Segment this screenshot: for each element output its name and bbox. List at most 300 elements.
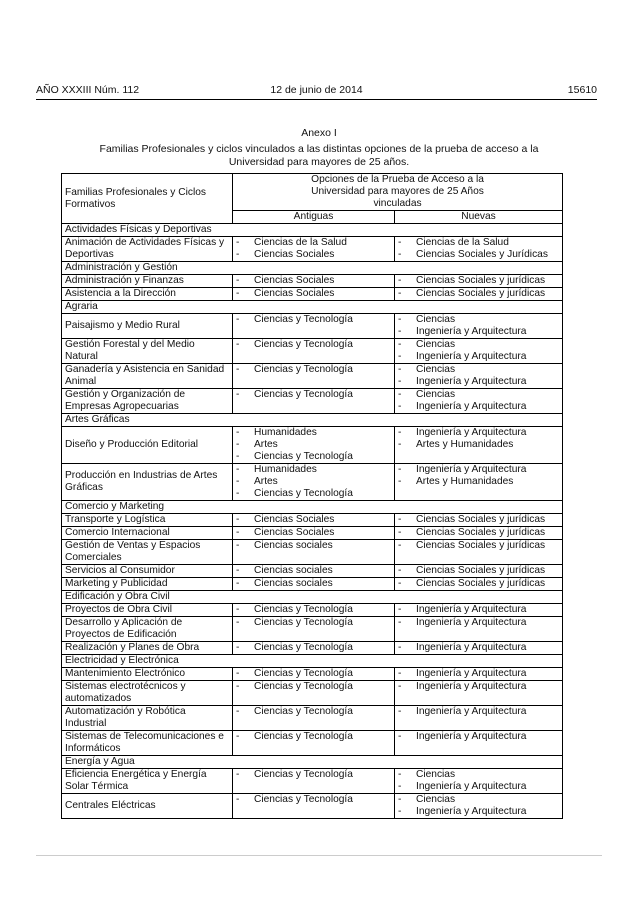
annex-title: Anexo I <box>301 127 337 139</box>
option-item <box>236 769 391 781</box>
cycle-name: Mantenimiento Electrónico <box>62 668 233 681</box>
option-label: Ciencias <box>416 339 456 350</box>
option-label: Ingeniería y Arquitectura <box>416 668 527 679</box>
option-item <box>398 439 559 451</box>
bullet-dash: - <box>236 364 240 375</box>
option-item <box>398 249 559 261</box>
family-category: Electricidad y Electrónica <box>62 655 563 668</box>
option-item <box>398 376 559 388</box>
table-row <box>62 617 563 642</box>
option-item <box>236 668 391 680</box>
option-item <box>398 794 559 806</box>
option-item <box>236 681 391 693</box>
bullet-dash: - <box>236 681 240 692</box>
option-item <box>236 527 391 539</box>
option-label: Ciencias y Tecnología <box>254 339 353 350</box>
option-label: Artes y Humanidades <box>416 476 514 487</box>
cycle-name: Asistencia a la Dirección <box>62 288 233 301</box>
new-options <box>395 389 563 414</box>
bullet-dash: - <box>236 488 240 499</box>
bullet-dash: - <box>398 617 402 628</box>
old-options <box>233 681 395 706</box>
option-item <box>236 275 391 287</box>
cycle-name: Transporte y Logística <box>62 514 233 527</box>
option-label: Ingeniería y Arquitectura <box>416 351 527 362</box>
option-item <box>398 427 559 439</box>
bullet-dash: - <box>398 642 402 653</box>
option-label: Ciencias sociales <box>254 540 333 551</box>
option-label: Ingeniería y Arquitectura <box>416 781 527 792</box>
cycle-name: Marketing y Publicidad <box>62 578 233 591</box>
new-options <box>395 288 563 301</box>
option-label: Ciencias Sociales <box>254 249 335 260</box>
table-row <box>62 731 563 756</box>
option-item <box>236 476 391 488</box>
option-item <box>398 527 559 539</box>
option-label: Ciencias Sociales y jurídicas <box>416 540 546 551</box>
option-label: Ciencias Sociales y jurídicas <box>416 275 546 286</box>
option-label: Ciencias sociales <box>254 565 333 576</box>
option-label: Artes <box>254 439 278 450</box>
new-options <box>395 540 563 565</box>
col-left-header: Familias Profesionales y Ciclos Formativos <box>62 174 233 224</box>
option-item <box>236 578 391 590</box>
cycle-name: Sistemas electrotécnicos y automatizados <box>62 681 233 706</box>
new-options <box>395 642 563 655</box>
option-label: Ciencias Sociales y Jurídicas <box>416 249 548 260</box>
family-category: Comercio y Marketing <box>62 501 563 514</box>
option-item <box>236 288 391 300</box>
option-label: Ciencias Sociales <box>254 527 335 538</box>
old-options <box>233 642 395 655</box>
new-options <box>395 314 563 339</box>
bullet-dash: - <box>398 275 402 286</box>
bullet-dash: - <box>236 288 240 299</box>
old-options <box>233 668 395 681</box>
bullet-dash: - <box>398 806 402 817</box>
bullet-dash: - <box>236 314 240 325</box>
option-label: Ciencias Sociales y jurídicas <box>416 527 546 538</box>
option-label: Ciencias y Tecnología <box>254 668 353 679</box>
table-row <box>62 427 563 464</box>
new-options <box>395 464 563 501</box>
family-category: Agraria <box>62 301 563 314</box>
option-label: Ingeniería y Arquitectura <box>416 681 527 692</box>
page-header <box>36 84 597 100</box>
bullet-dash: - <box>398 527 402 538</box>
option-item <box>236 451 391 463</box>
new-options <box>395 604 563 617</box>
cycle-name: Realización y Planes de Obra <box>62 642 233 655</box>
bullet-dash: - <box>398 389 402 400</box>
option-label: Ciencias y Tecnología <box>254 769 353 780</box>
option-label: Ciencias y Tecnología <box>254 731 353 742</box>
table-row <box>62 578 563 591</box>
old-options <box>233 389 395 414</box>
option-label: Ciencias Sociales y jurídicas <box>416 514 546 525</box>
option-item <box>236 389 391 401</box>
option-item <box>398 314 559 326</box>
category-row <box>62 224 563 237</box>
old-options <box>233 514 395 527</box>
option-item <box>398 781 559 793</box>
old-options <box>233 794 395 819</box>
option-item <box>398 642 559 654</box>
old-options <box>233 275 395 288</box>
table-row <box>62 464 563 501</box>
cycle-name: Ganadería y Asistencia en Sanidad Animal <box>62 364 233 389</box>
new-options <box>395 769 563 794</box>
new-options <box>395 668 563 681</box>
bullet-dash: - <box>236 668 240 679</box>
bullet-dash: - <box>398 540 402 551</box>
bullet-dash: - <box>398 578 402 589</box>
table-row <box>62 275 563 288</box>
option-label: Ciencias Sociales <box>254 275 335 286</box>
old-options <box>233 237 395 262</box>
cycle-name: Eficiencia Energética y Energía Solar Térmica <box>62 769 233 794</box>
option-label: Ingeniería y Arquitectura <box>416 806 527 817</box>
option-item <box>398 288 559 300</box>
option-label: Ciencias Sociales y jurídicas <box>416 578 546 589</box>
cycle-name: Producción en Industrias de Artes Gráficas <box>62 464 233 501</box>
option-label: Ciencias y Tecnología <box>254 488 353 499</box>
option-item <box>398 351 559 363</box>
bullet-dash: - <box>236 451 240 462</box>
bullet-dash: - <box>236 514 240 525</box>
table-row <box>62 364 563 389</box>
bullet-dash: - <box>236 339 240 350</box>
bullet-dash: - <box>236 540 240 551</box>
option-item <box>398 769 559 781</box>
option-item <box>236 565 391 577</box>
table-row <box>62 389 563 414</box>
family-category: Energía y Agua <box>62 756 563 769</box>
bullet-dash: - <box>398 237 402 248</box>
bullet-dash: - <box>398 249 402 260</box>
option-item <box>236 237 391 249</box>
bullet-dash: - <box>236 706 240 717</box>
option-item <box>236 794 391 806</box>
family-category: Actividades Físicas y Deportivas <box>62 224 563 237</box>
category-row <box>62 301 563 314</box>
old-options <box>233 288 395 301</box>
old-options <box>233 604 395 617</box>
table-row <box>62 527 563 540</box>
bullet-dash: - <box>236 427 240 438</box>
old-options <box>233 578 395 591</box>
option-label: Ciencias y Tecnología <box>254 389 353 400</box>
category-row <box>62 262 563 275</box>
option-label: Ciencias Sociales y jurídicas <box>416 288 546 299</box>
category-row <box>62 655 563 668</box>
option-label: Ciencias y Tecnología <box>254 314 353 325</box>
option-label: Ciencias Sociales <box>254 288 335 299</box>
table-row <box>62 604 563 617</box>
bullet-dash: - <box>398 514 402 525</box>
issue-number: AÑO XXXIII Núm. 112 <box>36 84 140 96</box>
cycle-name: Diseño y Producción Editorial <box>62 427 233 464</box>
table-row <box>62 540 563 565</box>
page-number: 15610 <box>567 84 597 96</box>
bullet-dash: - <box>398 706 402 717</box>
bullet-dash: - <box>398 326 402 337</box>
old-options <box>233 769 395 794</box>
new-options <box>395 339 563 364</box>
bullet-dash: - <box>398 668 402 679</box>
bullet-dash: - <box>398 565 402 576</box>
bullet-dash: - <box>398 769 402 780</box>
cycle-name: Comercio Internacional <box>62 527 233 540</box>
option-item <box>236 249 391 261</box>
option-label: Ingeniería y Arquitectura <box>416 604 527 615</box>
option-label: Ciencias y Tecnología <box>254 794 353 805</box>
option-label: Ingeniería y Arquitectura <box>416 731 527 742</box>
col-old-header: Antiguas <box>233 211 395 224</box>
table-row <box>62 668 563 681</box>
new-options <box>395 527 563 540</box>
bullet-dash: - <box>398 427 402 438</box>
option-label: Ciencias <box>416 389 456 400</box>
bullet-dash: - <box>236 389 240 400</box>
option-item <box>236 339 391 351</box>
bullet-dash: - <box>398 604 402 615</box>
table-row <box>62 794 563 819</box>
table-row <box>62 237 563 262</box>
cycle-name: Proyectos de Obra Civil <box>62 604 233 617</box>
option-item <box>236 314 391 326</box>
bullet-dash: - <box>236 464 240 475</box>
option-label: Humanidades <box>254 427 317 438</box>
option-item <box>398 514 559 526</box>
bullet-dash: - <box>236 249 240 260</box>
cycle-name: Administración y Finanzas <box>62 275 233 288</box>
new-options <box>395 706 563 731</box>
cycle-name: Gestión Forestal y del Medio Natural <box>62 339 233 364</box>
cycle-name: Centrales Eléctricas <box>62 794 233 819</box>
category-row <box>62 591 563 604</box>
bullet-dash: - <box>236 476 240 487</box>
option-label: Ingeniería y Arquitectura <box>416 706 527 717</box>
new-options <box>395 514 563 527</box>
option-label: Ciencias y Tecnología <box>254 364 353 375</box>
option-label: Ingeniería y Arquitectura <box>416 427 527 438</box>
cycle-name: Servicios al Consumidor <box>62 565 233 578</box>
cycle-name: Animación de Actividades Físicas y Deportivas <box>62 237 233 262</box>
option-item <box>398 806 559 818</box>
cycle-name: Automatización y Robótica Industrial <box>62 706 233 731</box>
option-item <box>236 439 391 451</box>
option-item <box>398 681 559 693</box>
option-label: Ingeniería y Arquitectura <box>416 642 527 653</box>
option-item <box>236 464 391 476</box>
option-label: Ciencias y Tecnología <box>254 706 353 717</box>
category-row <box>62 414 563 427</box>
old-options <box>233 540 395 565</box>
option-item <box>236 427 391 439</box>
document-subtitle: Familias Profesionales y ciclos vinculados a las distintas opciones de la prueba de acceso a la Universidad para mayores de 25 años. <box>99 143 539 168</box>
new-options <box>395 681 563 706</box>
bullet-dash: - <box>236 617 240 628</box>
option-item <box>236 731 391 743</box>
option-label: Ciencias <box>416 794 456 805</box>
table-row <box>62 769 563 794</box>
bullet-dash: - <box>398 781 402 792</box>
new-options <box>395 275 563 288</box>
bullet-dash: - <box>398 464 402 475</box>
option-item <box>398 668 559 680</box>
table-row <box>62 339 563 364</box>
option-label: Ciencias Sociales y jurídicas <box>416 565 546 576</box>
option-item <box>398 464 559 476</box>
col-new-header: Nuevas <box>395 211 563 224</box>
family-category: Administración y Gestión <box>62 262 563 275</box>
new-options <box>395 237 563 262</box>
bullet-dash: - <box>398 364 402 375</box>
old-options <box>233 364 395 389</box>
category-row <box>62 501 563 514</box>
table-row <box>62 288 563 301</box>
option-label: Ciencias y Tecnología <box>254 642 353 653</box>
bullet-dash: - <box>398 476 402 487</box>
old-options <box>233 565 395 578</box>
option-label: Ciencias y Tecnología <box>254 617 353 628</box>
old-options <box>233 527 395 540</box>
bullet-dash: - <box>398 314 402 325</box>
option-label: Ingeniería y Arquitectura <box>416 326 527 337</box>
option-label: Ciencias <box>416 769 456 780</box>
bullet-dash: - <box>398 681 402 692</box>
old-options <box>233 464 395 501</box>
option-item <box>398 617 559 629</box>
option-item <box>398 237 559 249</box>
bullet-dash: - <box>236 527 240 538</box>
option-label: Ciencias de la Salud <box>416 237 509 248</box>
option-label: Ingeniería y Arquitectura <box>416 617 527 628</box>
family-category: Artes Gráficas <box>62 414 563 427</box>
option-item <box>398 578 559 590</box>
table-row <box>62 514 563 527</box>
new-options <box>395 364 563 389</box>
option-label: Ciencias de la Salud <box>254 237 347 248</box>
option-label: Humanidades <box>254 464 317 475</box>
options-header: Opciones de la Prueba de Acceso a la Universidad para mayores de 25 Años vinculadas <box>233 174 563 211</box>
option-item <box>398 604 559 616</box>
option-item <box>236 514 391 526</box>
bullet-dash: - <box>398 731 402 742</box>
bullet-dash: - <box>398 288 402 299</box>
old-options <box>233 427 395 464</box>
option-item <box>398 476 559 488</box>
option-label: Artes <box>254 476 278 487</box>
option-label: Ciencias sociales <box>254 578 333 589</box>
bullet-dash: - <box>398 351 402 362</box>
option-label: Ingeniería y Arquitectura <box>416 376 527 387</box>
bullet-dash: - <box>236 731 240 742</box>
option-item <box>236 488 391 500</box>
old-options <box>233 339 395 364</box>
option-item <box>236 604 391 616</box>
old-options <box>233 706 395 731</box>
bullet-dash: - <box>236 565 240 576</box>
new-options <box>395 427 563 464</box>
option-label: Ciencias y Tecnología <box>254 451 353 462</box>
table-row <box>62 681 563 706</box>
bullet-dash: - <box>398 401 402 412</box>
new-options <box>395 565 563 578</box>
bullet-dash: - <box>398 339 402 350</box>
cycle-name: Desarrollo y Aplicación de Proyectos de Edificación <box>62 617 233 642</box>
cycle-name: Paisajismo y Medio Rural <box>62 314 233 339</box>
bullet-dash: - <box>236 769 240 780</box>
table-row <box>62 706 563 731</box>
category-row <box>62 756 563 769</box>
option-label: Artes y Humanidades <box>416 439 514 450</box>
option-label: Ciencias y Tecnología <box>254 681 353 692</box>
bullet-dash: - <box>398 794 402 805</box>
new-options <box>395 617 563 642</box>
cycle-name: Gestión de Ventas y Espacios Comerciales <box>62 540 233 565</box>
option-item <box>398 339 559 351</box>
option-label: Ciencias <box>416 364 456 375</box>
old-options <box>233 617 395 642</box>
cycle-name: Gestión y Organización de Empresas Agropecuarias <box>62 389 233 414</box>
option-label: Ingeniería y Arquitectura <box>416 401 527 412</box>
option-item <box>398 706 559 718</box>
option-item <box>236 617 391 629</box>
bullet-dash: - <box>236 275 240 286</box>
bullet-dash: - <box>236 237 240 248</box>
table-row <box>62 642 563 655</box>
option-item <box>236 706 391 718</box>
families-table <box>61 173 563 819</box>
cycle-name: Sistemas de Telecomunicaciones e Informáticos <box>62 731 233 756</box>
new-options <box>395 578 563 591</box>
option-item <box>236 364 391 376</box>
option-item <box>398 401 559 413</box>
table-row <box>62 565 563 578</box>
old-options <box>233 314 395 339</box>
family-category: Edificación y Obra Civil <box>62 591 563 604</box>
bullet-dash: - <box>236 439 240 450</box>
option-item <box>236 642 391 654</box>
new-options <box>395 794 563 819</box>
option-item <box>398 389 559 401</box>
option-item <box>398 731 559 743</box>
footer-divider <box>36 855 602 856</box>
bullet-dash: - <box>398 439 402 450</box>
option-label: Ciencias Sociales <box>254 514 335 525</box>
option-label: Ciencias y Tecnología <box>254 604 353 615</box>
option-item <box>236 540 391 552</box>
new-options <box>395 731 563 756</box>
old-options <box>233 731 395 756</box>
bullet-dash: - <box>236 578 240 589</box>
option-item <box>398 565 559 577</box>
option-label: Ciencias <box>416 314 456 325</box>
table-row <box>62 314 563 339</box>
table-body <box>62 224 563 819</box>
bullet-dash: - <box>236 642 240 653</box>
bullet-dash: - <box>398 376 402 387</box>
option-item <box>398 275 559 287</box>
publication-date: 12 de junio de 2014 <box>270 84 363 96</box>
option-item <box>398 364 559 376</box>
option-item <box>398 540 559 552</box>
option-label: Ingeniería y Arquitectura <box>416 464 527 475</box>
bullet-dash: - <box>236 794 240 805</box>
option-item <box>398 326 559 338</box>
